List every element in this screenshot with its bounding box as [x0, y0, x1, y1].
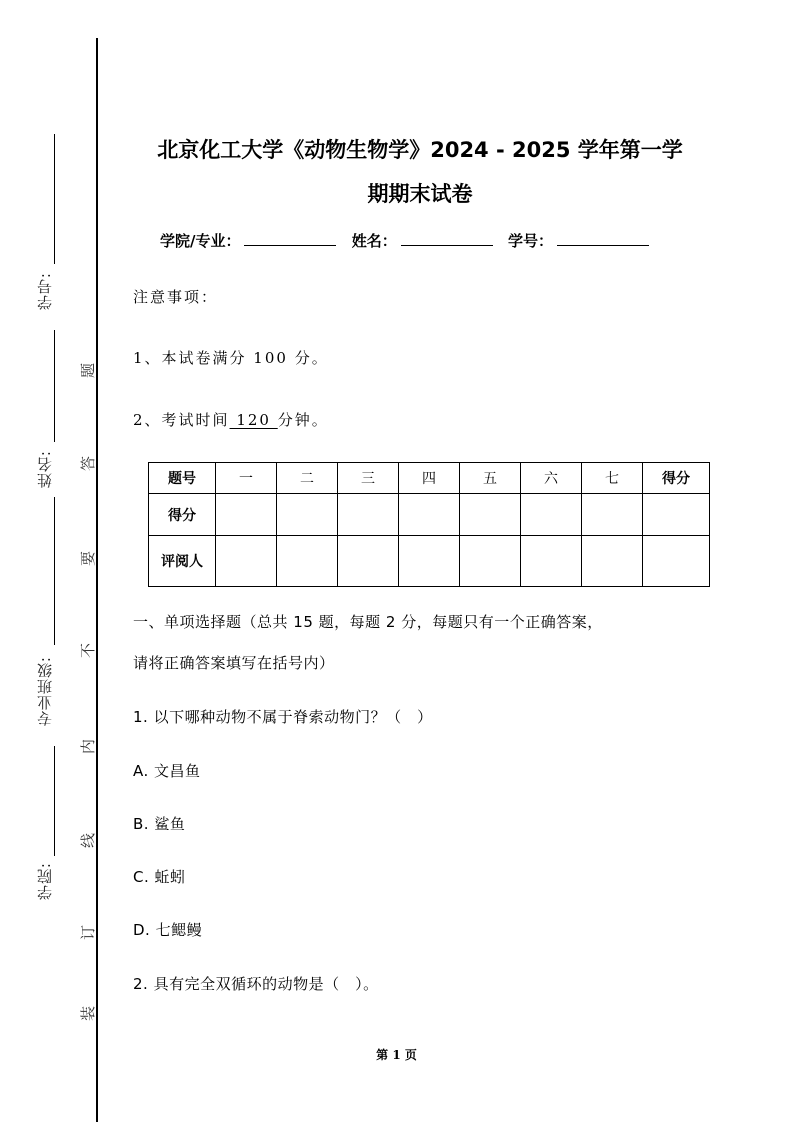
row-label: 得分 — [149, 494, 216, 536]
student-id-fill-line — [54, 134, 55, 264]
question-2-stem: 2. 具有完全双循环的动物是（ ）。 — [133, 975, 379, 993]
score-cell[interactable] — [216, 494, 277, 536]
section-1-heading-line-2: 请将正确答案填写在括号内） — [133, 654, 335, 672]
row-label: 评阅人 — [149, 536, 216, 587]
name-label: 姓名： — [351, 232, 397, 250]
score-cell[interactable] — [399, 494, 460, 536]
reviewer-cell[interactable] — [460, 536, 521, 587]
margin-student-id-label: 学号: — [36, 272, 54, 311]
column-header: 题号 — [149, 463, 216, 494]
exam-title-line-2: 期期末试卷 — [367, 182, 473, 206]
exam-duration-value: 120 — [229, 411, 278, 429]
reviewer-cell[interactable] — [582, 536, 643, 587]
score-table — [148, 462, 710, 587]
exam-title-line-1: 北京化工大学《动物生物学》2024 - 2025 学年第一学 — [157, 138, 683, 162]
margin-warning-char: 装 — [79, 1005, 98, 1022]
table-row — [149, 494, 710, 536]
margin-warning-char: 订 — [79, 924, 98, 941]
column-header: 五 — [460, 463, 521, 494]
page-number: 第 1 页 — [376, 1048, 417, 1062]
name-fill-line — [54, 330, 55, 442]
name-field[interactable] — [401, 231, 493, 246]
margin-name-label: 姓名: — [36, 450, 54, 489]
reviewer-cell[interactable] — [277, 536, 338, 587]
score-cell[interactable] — [521, 494, 582, 536]
reviewer-cell[interactable] — [643, 536, 710, 587]
student-id-field[interactable] — [557, 231, 649, 246]
score-table-header-row — [149, 463, 710, 494]
question-1-option-a: A. 文昌鱼 — [133, 762, 201, 780]
college-major-label: 学院/专业： — [160, 232, 241, 250]
margin-warning-char: 线 — [79, 832, 98, 849]
student-id-label: 学号： — [507, 232, 553, 250]
score-cell[interactable] — [643, 494, 710, 536]
exam-title — [120, 128, 720, 216]
margin-major-class-label: 专业班级: — [36, 656, 54, 727]
score-cell[interactable] — [460, 494, 521, 536]
reviewer-cell[interactable] — [338, 536, 399, 587]
question-1-stem: 1. 以下哪种动物不属于脊索动物门？（ ） — [133, 708, 433, 726]
note-item-2-suffix: 分钟。 — [277, 411, 329, 429]
note-item-2-prefix: 2、考试时间 — [133, 411, 230, 429]
question-1-option-d: D. 七鳃鳗 — [133, 921, 203, 939]
score-cell[interactable] — [277, 494, 338, 536]
score-cell[interactable] — [582, 494, 643, 536]
column-header: 六 — [521, 463, 582, 494]
reviewer-cell[interactable] — [399, 536, 460, 587]
margin-warning-char: 题 — [79, 362, 98, 379]
column-header: 四 — [399, 463, 460, 494]
reviewer-cell[interactable] — [521, 536, 582, 587]
margin-warning-char: 答 — [79, 455, 98, 472]
column-header: 得分 — [643, 463, 710, 494]
reviewer-cell[interactable] — [216, 536, 277, 587]
note-item-2 — [133, 409, 329, 430]
margin-warning-char: 内 — [79, 738, 98, 755]
column-header: 一 — [216, 463, 277, 494]
college-fill-line — [54, 746, 55, 856]
question-1-option-b: B. 鲨鱼 — [133, 815, 186, 833]
score-cell[interactable] — [338, 494, 399, 536]
notes-heading: 注意事项： — [133, 288, 219, 306]
section-1-heading-line-1: 一、单项选择题（总共 15 题，每题 2 分，每题只有一个正确答案， — [133, 613, 603, 631]
column-header: 三 — [338, 463, 399, 494]
table-row — [149, 536, 710, 587]
margin-warning-char: 要 — [79, 550, 98, 567]
college-major-field[interactable] — [244, 231, 336, 246]
margin-college-label: 学院: — [36, 862, 54, 901]
student-info-row — [160, 230, 659, 251]
column-header: 七 — [582, 463, 643, 494]
column-header: 二 — [277, 463, 338, 494]
major-class-fill-line — [54, 497, 55, 645]
note-item-1: 1、本试卷满分 100 分。 — [133, 349, 329, 367]
binding-line — [96, 38, 98, 1122]
margin-warning-char: 不 — [79, 642, 98, 659]
question-1-option-c: C. 蚯蚓 — [133, 868, 186, 886]
